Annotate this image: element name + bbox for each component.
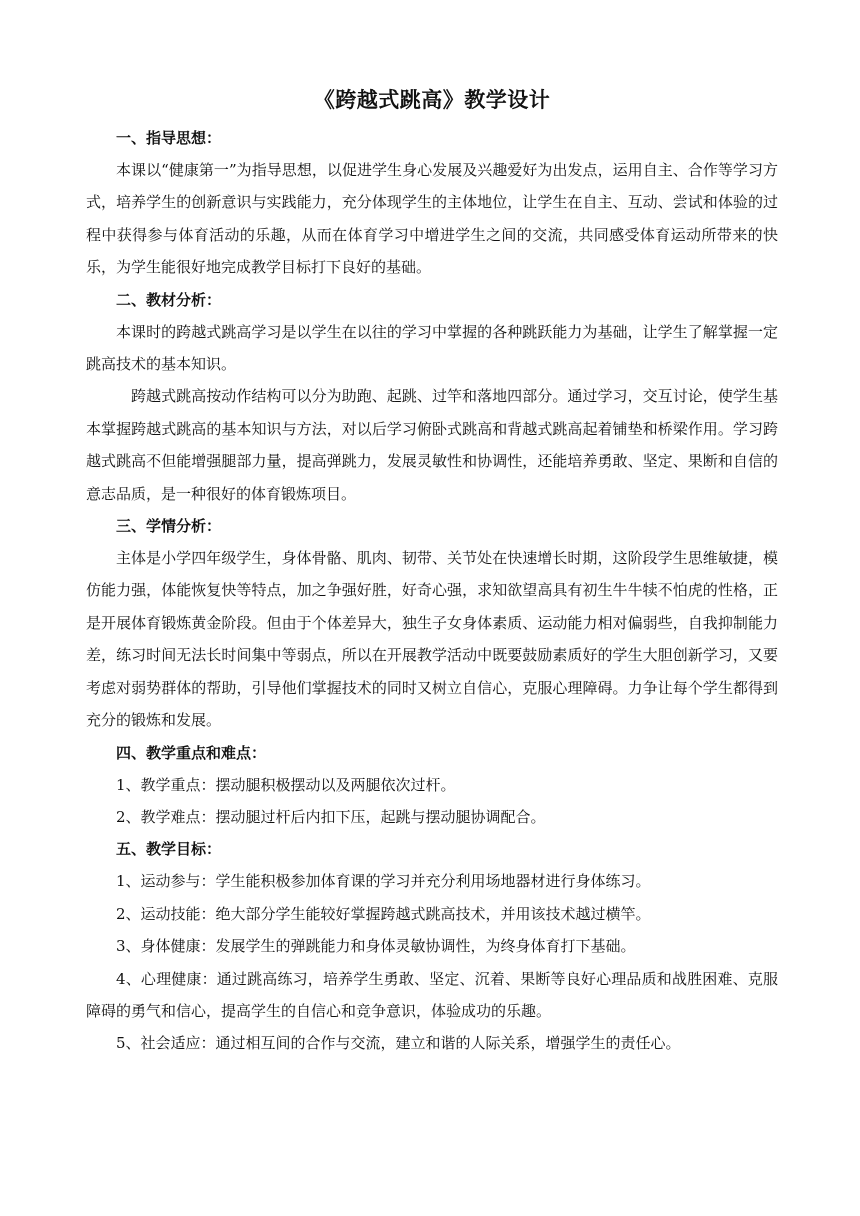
- section-heading: 四、教学重点和难点：: [116, 743, 267, 762]
- section-list-item: 3、身体健康：发展学生的弹跳能力和身体灵敏协调性，为终身体育打下基础。: [116, 937, 636, 956]
- section-heading: 三、学情分析：: [116, 517, 222, 536]
- section-heading: 五、教学目标：: [116, 840, 222, 859]
- section-student-analysis: [86, 510, 778, 736]
- section-list-item: 2、运动技能：绝大部分学生能较好掌握跨越式跳高技术，并用该技术越过横竿。: [116, 904, 651, 923]
- section-list-item: 1、运动参与：学生能积极参加体育课的学习并充分利用场地器材进行身体练习。: [116, 872, 651, 891]
- section-teaching-goals: [86, 833, 778, 1059]
- section-paragraph: 本课时的跨越式跳高学习是以学生在以往的学习中掌握的各种跳跃能力为基础，让学生了解掌握一定跳高技术的基本知识。: [86, 322, 778, 374]
- section-heading: 二、教材分析：: [116, 290, 222, 309]
- section-guiding-ideology: [86, 122, 778, 284]
- section-paragraph: 主体是小学四年级学生，身体骨骼、肌肉、韧带、关节处在快速增长时期，这阶段学生思维敏捷，模仿能力强，体能恢复快等特点，加之争强好胜，好奇心强，求知欲望高具有初生牛牛犊不怕虎的性格，正是开展体育锻炼黄金阶段。但由于个体差异大，独生子女身体素质、运动能力相对偏弱些，自我抑制能力差，练习时间无法长时间集中等弱点，所以在开展教学活动中既要鼓励素质好的学生大胆创新学习，又要考虑对弱势群体的帮助，引导他们掌握技术的同时又树立自信心，克服心理障碍。力争让每个学生都得到充分的锻炼和发展。: [86, 549, 778, 730]
- section-list-item: 1、教学重点：摆动腿积极摆动以及两腿依次过杆。: [116, 775, 456, 794]
- section-paragraph: 跨越式跳高按动作结构可以分为助跑、起跳、过竿和落地四部分。通过学习，交互讨论，使学生基本掌握跨越式跳高的基本知识与方法，对以后学习俯卧式跳高和背越式跳高起着铺垫和桥梁作用。学习跨越式跳高不但能增强腿部力量，提高弹跳力，发展灵敏性和协调性，还能培养勇敢、坚定、果断和自信的意志品质，是一种很好的体育锻炼项目。: [86, 387, 778, 503]
- document-title: 《跨越式跳高》教学设计: [313, 88, 551, 112]
- section-material-analysis: [86, 284, 778, 510]
- section-list-item: 5、社会适应：通过相互间的合作与交流，建立和谐的人际关系，增强学生的责任心。: [116, 1034, 681, 1053]
- document-page: [86, 84, 778, 1060]
- section-list-item: 4、心理健康：通过跳高练习，培养学生勇敢、坚定、沉着、果断等良好心理品质和战胜困难、克服障碍的勇气和信心，提高学生的自信心和竞争意识，体验成功的乐趣。: [86, 969, 778, 1020]
- section-paragraph: 本课以“健康第一”为指导思想，以促进学生身心发展及兴趣爱好为出发点，运用自主、合作等学习方式，培养学生的创新意识与实践能力，充分体现学生的主体地位，让学生在自主、互动、尝试和体验的过程中获得参与体育活动的乐趣，从而在体育学习中增进学生之间的交流，共同感受体育运动所带来的快乐，为学生能很好地完成教学目标打下良好的基础。: [86, 161, 778, 277]
- section-key-points: [86, 737, 778, 834]
- section-heading: 一、指导思想：: [116, 129, 222, 147]
- section-list-item: 2、教学难点：摆动腿过杆后内扣下压，起跳与摆动腿协调配合。: [116, 807, 546, 826]
